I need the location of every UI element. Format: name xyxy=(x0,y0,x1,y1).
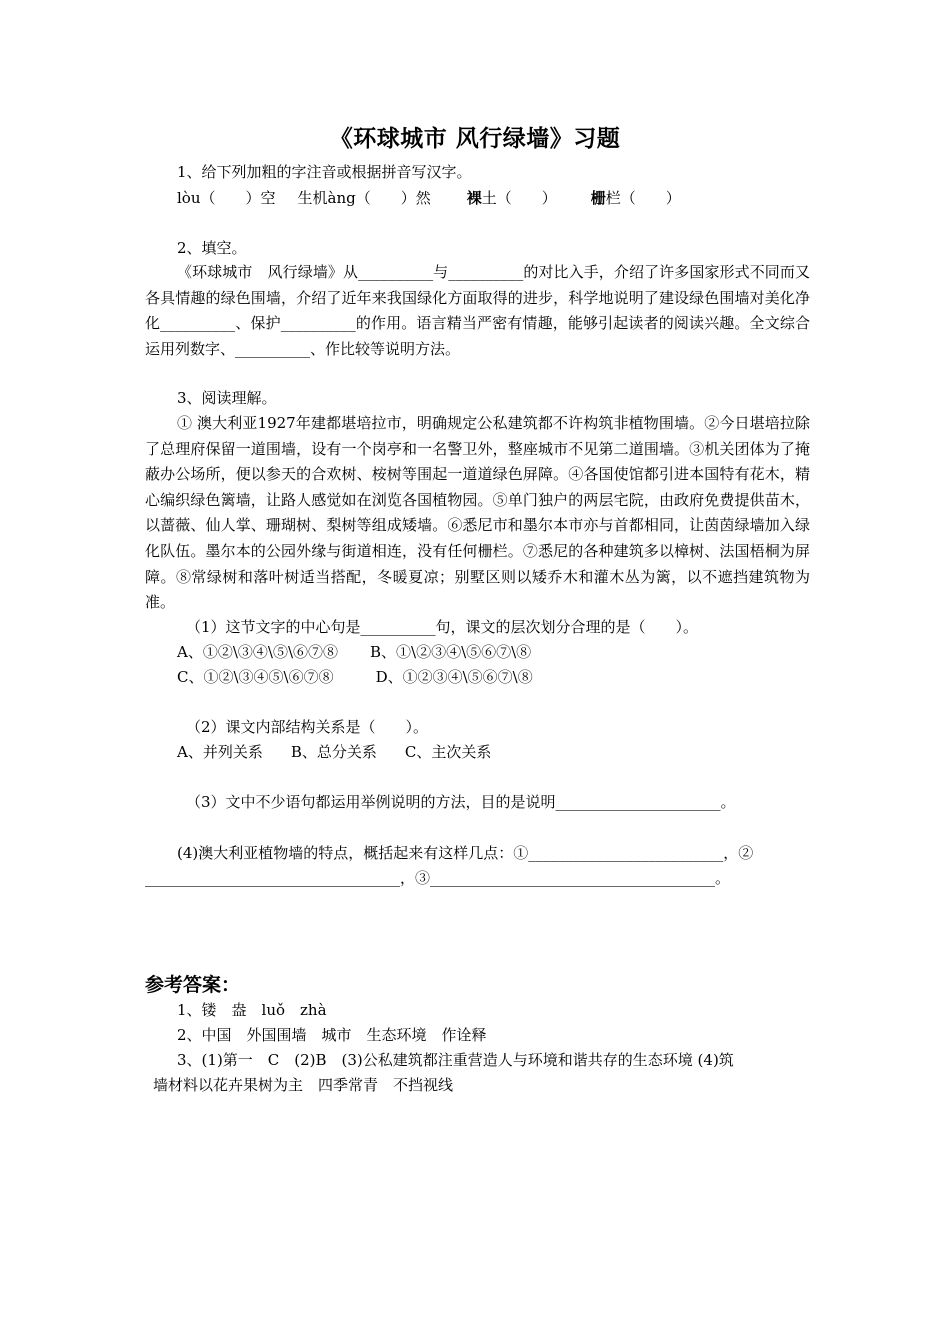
answer-3-line-2: 墙材料以花卉果树为主 四季常青 不挡视线 xyxy=(153,1076,454,1094)
q2-prompt: 2、填空。 xyxy=(177,239,247,257)
q1-item-3-rest: 土（ ） xyxy=(481,189,557,207)
q1-item-4-rest: 栏（ ） xyxy=(605,189,681,207)
q3-prompt: 3、阅读理解。 xyxy=(177,389,277,407)
q3-sub1-option-b: B、①\②③④\⑤⑥⑦\⑧ xyxy=(370,643,532,661)
q2-text: 《环球城市 风行绿墙》从__________与__________的对比入手，介绍了许多国家形式不同而又各具情趣的绿色围墙，介绍了近年来我国绿化方面取得的进步，科学地说明了建设绿色围墙对美化净化__________、保护__________的作用。语言精当严密有情趣，能够引起读者的阅读兴趣。全文综合运用列数字、__________、作比较等说明方法。 xyxy=(145,263,810,358)
q1-item-2: 生机àng（ ）然 xyxy=(297,189,431,207)
q3-sub2-option-a: A、并列关系 xyxy=(177,743,263,761)
q3-sub1-options-row2 xyxy=(177,665,842,689)
answer-1: 1、镂 盎 luǒ zhà xyxy=(177,1001,327,1019)
q3-sub1-option-a: A、①②\③④\⑤\⑥⑦⑧ xyxy=(177,643,338,661)
page-title: 《环球城市 风行绿墙》习题 xyxy=(329,125,621,152)
q3-sub4-line-2: __________________________________，③______________________________________。 xyxy=(145,869,731,887)
answers-heading: 参考答案： xyxy=(145,974,241,996)
q1-items xyxy=(177,186,842,210)
q1-item-1: lòu（ ）空 xyxy=(177,189,276,207)
q3-sub1-options-row1 xyxy=(177,640,842,664)
q3-sub2-option-c: C、主次关系 xyxy=(404,743,492,761)
answer-2: 2、中国 外国围墙 城市 生态环境 作诠释 xyxy=(177,1026,487,1044)
q1-item-4-bold: 栅 xyxy=(590,189,606,207)
q3-sub1-option-c: C、①②\③④⑤\⑥⑦⑧ xyxy=(177,668,334,686)
q3-passage: ① 澳大利亚1927年建都堪培拉市，明确规定公私建筑都不许构筑非植物围墙。②今日堪培拉除了总理府保留一道围墙，设有一个岗亭和一名警卫外，整座城市不见第二道围墙。③机关团体为了掩蔽办公场所，便以参天的合欢树、桉树等围起一道道绿色屏障。④各国使馆都引进本国特有花木，精心编织绿色篱墙，让路人感觉如在浏览各国植物园。⑤单门独户的两层宅院，由政府免费提供苗木，以蔷薇、仙人掌、珊瑚树、梨树等组成矮墙。⑥悉尼市和墨尔本市亦与首都相同，让茵茵绿墙加入绿化队伍。墨尔本的公园外缘与街道相连，没有任何栅栏。⑦悉尼的各种建筑多以樟树、法国梧桐为屏障。⑧常绿树和落叶树适当搭配，冬暖夏凉；别墅区则以矮乔木和灌木丛为篱，以不遮挡建筑物为准。 xyxy=(145,414,810,612)
q3-sub4-line-1: (4)澳大利亚植物墙的特点，概括起来有这样几点：①__________________________，② xyxy=(177,844,754,862)
q3-sub1: （1）这节文字的中心句是__________句，课文的层次划分合理的是（ ）。 xyxy=(186,618,699,636)
q3-sub2-option-b: B、总分关系 xyxy=(290,743,377,761)
q3-sub3: （3）文中不少语句都运用举例说明的方法，目的是说明______________________。 xyxy=(186,793,736,811)
answer-3-line-1: 3、(1)第一 C (2)B (3)公私建筑都注重营造人与环境和谐共存的生态环境 (4)筑 xyxy=(177,1051,734,1069)
q3-sub1-option-d: D、①②③④\⑤⑥⑦\⑧ xyxy=(375,668,533,686)
q3-sub2-options xyxy=(177,740,842,764)
q1-item-3-bold: 裸 xyxy=(466,189,482,207)
q1-prompt: 1、给下列加粗的字注音或根据拼音写汉字。 xyxy=(177,163,472,181)
q3-sub2: （2）课文内部结构关系是（ ）。 xyxy=(186,718,429,736)
